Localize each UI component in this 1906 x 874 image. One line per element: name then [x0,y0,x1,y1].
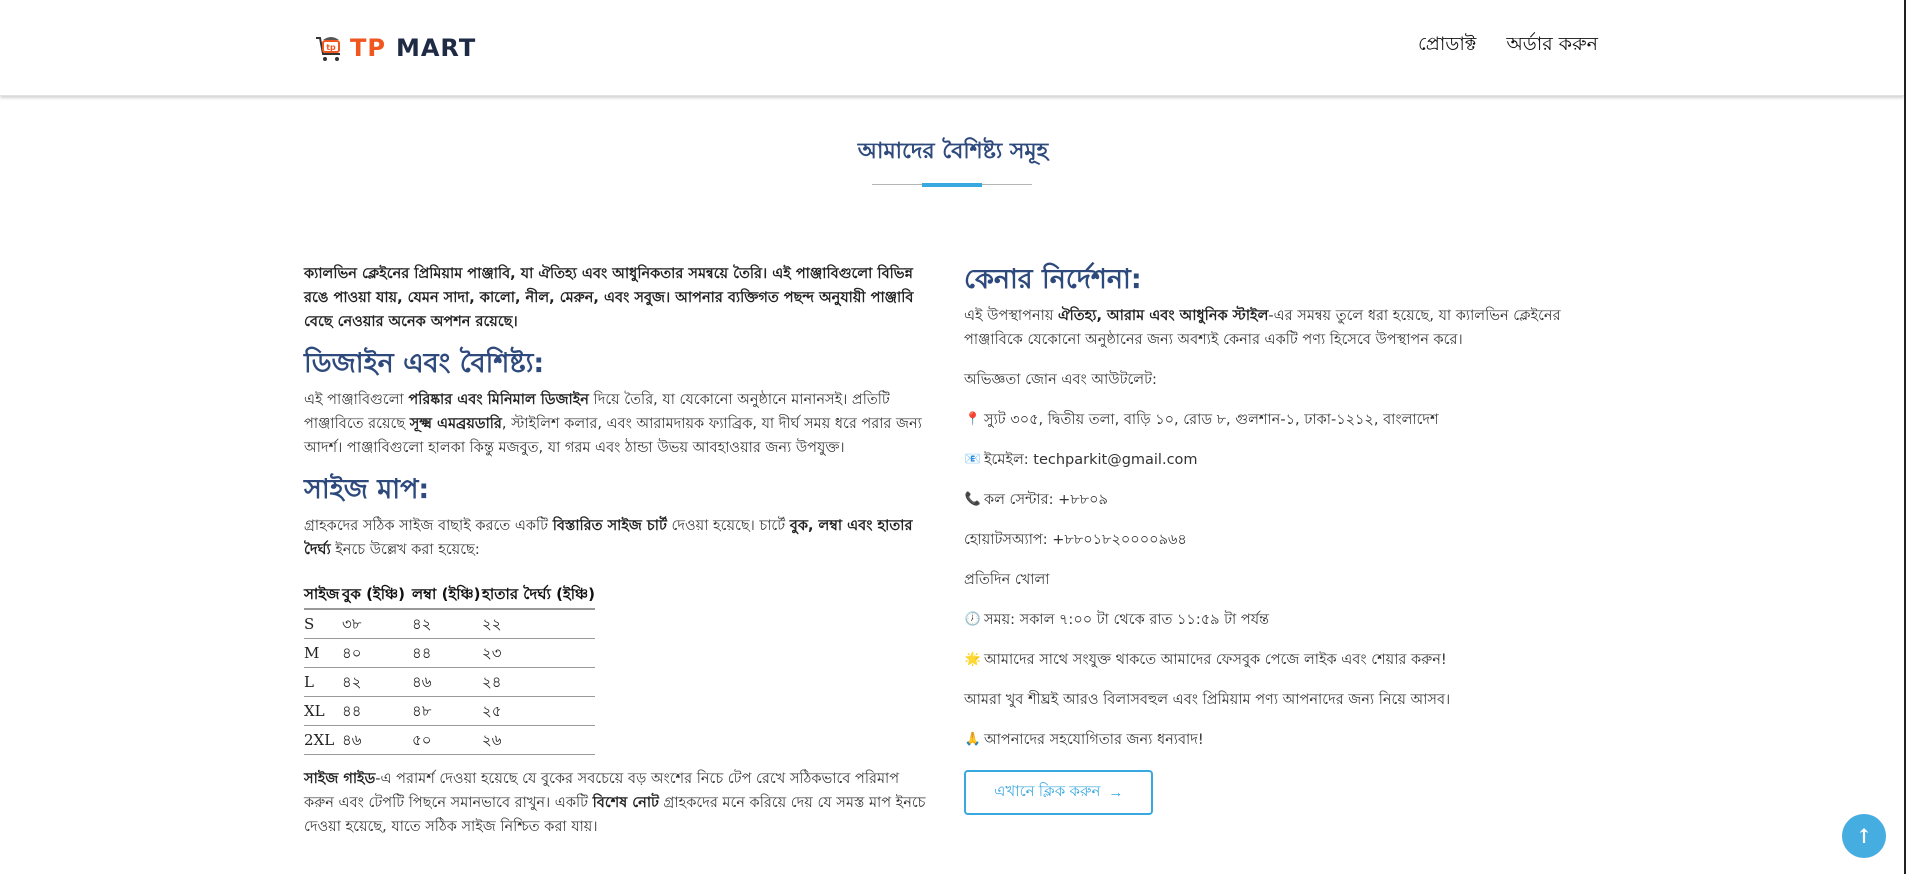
logo-text-mart: MART [395,34,477,62]
size-paragraph: গ্রাহকদের সঠিক সাইজ বাছাই করতে একটি বিস্তারিত সাইজ চার্ট দেওয়া হয়েছে। চার্টে বুক, লম্বা এবং হাতার দৈর্ঘ্য ইনচে উল্লেখ করা হয়েছে: [304,518,913,558]
cell-chest: ৪০ [342,639,412,668]
scroll-to-top-button[interactable] [1842,814,1886,858]
logo-text-tp: TP [350,34,386,62]
table-row [304,639,595,668]
intro-paragraph: ক্যালভিন ক্লেইনের প্রিমিয়াম পাঞ্জাবি, যা ঐতিহ্য এবং আধুনিকতার সমন্বয়ে তৈরি। এই পাঞ্জাবিগুলো বিভিন্ন রঙে পাওয়া যায়, যেমন সাদা, কালো, নীল, মেরুন, এবং সবুজ। আপনার ব্যক্তিগত পছন্দ অনুযায়ী পাঞ্জাবি বেছে নেওয়ার অনেক অপশন রয়েছে। [304,266,914,330]
left-column [304,262,932,845]
nav-link-order[interactable]: অর্ডার করুন [1506,33,1598,55]
svg-text:tp: tp [326,43,336,52]
title-accent-bar [922,183,982,187]
arrow-up-icon: ↑ [1855,824,1873,848]
cell-size: S [304,609,342,639]
cell-length: ৫০ [412,726,482,755]
col-header-length: লম্বা (ইঞ্চি) [412,580,482,609]
cell-chest: ৪৪ [342,697,412,726]
hours-text: সময়: সকাল ৭:০০ টা থেকে রাত ১১:৫৯ টা পর্যন্ত [984,612,1270,628]
shopping-cart-icon [314,32,346,64]
facebook-line [964,648,1584,672]
cell-chest: ৪২ [342,668,412,697]
cell-sleeve: ২২ [482,609,595,639]
whatsapp-line: হোয়াটসঅ্যাপ: +৮৮০১৮২০০০০৯৬৪ [964,532,1187,548]
size-guide-paragraph: সাইজ গাইড-এ পরামর্শ দেওয়া হয়েছে যে বুকের সবচেয়ে বড় অংশের নিচে টেপ রেখে সঠিকভাবে পরিমাপ করুন এবং টেপটি পিছনে সমানভাবে রাখুন। একটি বিশেষ নোট গ্রাহকদের মনে করিয়ে দেয় যে সমস্ত মাপ ইনচে দেওয়া হয়েছে, যাতে সঠিক সাইজ নিশ্চিত করা যায়। [304,771,926,835]
table-row [304,726,595,755]
cell-length: ৪২ [412,609,482,639]
email-icon: 📧 [964,452,982,467]
cell-length: ৪৮ [412,697,482,726]
outlet-label: অভিজ্ঞতা জোন এবং আউটলেট: [964,372,1157,388]
cell-length: ৪৬ [412,668,482,697]
arrow-right-icon: → [1108,784,1124,801]
table-row [304,609,595,639]
click-here-button[interactable] [964,770,1153,815]
email-text[interactable]: ইমেইল: techparkit@gmail.com [984,452,1198,468]
cell-sleeve: ২৩ [482,639,595,668]
thanks-line [964,728,1584,752]
call-center-text: কল সেন্টার: +৮৮০৯ [984,492,1108,508]
nav-links [1418,30,1598,62]
cell-length: ৪৪ [412,639,482,668]
design-heading: ডিজাইন এবং বৈশিষ্ট্য: [304,348,545,379]
address-line [964,408,1584,432]
cell-size: L [304,668,342,697]
design-paragraph: এই পাঞ্জাবিগুলো পরিষ্কার এবং মিনিমাল ডিজাইন দিয়ে তৈরি, যা যেকোনো অনুষ্ঠানে মানানসই। প্রতিটি পাঞ্জাবিতে রয়েছে সূক্ষ্ম এমব্রয়ডারি, স্টাইলিশ কলার, এবং আরামদায়ক ফ্যাব্রিক, যা দীর্ঘ সময় ধরে পরার জন্য আদর্শ। পাঞ্জাবিগুলো হালকা কিন্তু মজবুত, যা গরম এবং ঠান্ডা উভয় আবহাওয়ার জন্য উপযুক্ত। [304,392,922,456]
section-title: আমাদের বৈশিষ্ট্য সমূহ [857,139,1049,164]
call-center-line [964,488,1584,512]
clock-icon: 🕖 [964,612,982,627]
section-header [0,134,1906,171]
praying-hands-icon: 🙏 [964,732,982,747]
cell-chest: ৪৬ [342,726,412,755]
col-header-chest: বুক (ইঞ্চি) [342,580,412,609]
click-here-label: এখানে ক্লিক করুন [994,783,1101,800]
size-chart-table [304,580,595,755]
facebook-text: আমাদের সাথে সংযুক্ত থাকতে আমাদের ফেসবুক পেজে লাইক এবং শেয়ার করুন! [984,652,1447,668]
table-header-row [304,580,595,609]
address-text: স্যুট ৩০৫, দ্বিতীয় তলা, বাড়ি ১০, রোড ৮, গুলশান-১, ঢাকা-১২১২, বাংলাদেশ [984,412,1439,428]
open-daily-line: প্রতিদিন খোলা [964,572,1050,588]
cell-sleeve: ২৫ [482,697,595,726]
phone-icon: 📞 [964,492,982,507]
table-row [304,668,595,697]
brand-logo[interactable] [314,30,476,66]
cell-sleeve: ২৬ [482,726,595,755]
cell-size: XL [304,697,342,726]
thanks-text: আপনাদের সহযোগিতার জন্য ধন্যবাদ! [984,732,1204,748]
cell-size: M [304,639,342,668]
top-navbar [0,0,1904,96]
star-icon: 🌟 [964,652,982,667]
hours-line [964,608,1584,632]
size-heading: সাইজ মাপ: [304,474,430,505]
coming-soon-line: আমরা খুব শীঘ্রই আরও বিলাসবহুল এবং প্রিমিয়াম পণ্য আপনাদের জন্য নিয়ে আসব। [964,692,1451,708]
nav-link-products[interactable]: প্রোডাক্ট [1417,33,1477,55]
right-column [964,262,1584,815]
cell-chest: ৩৮ [342,609,412,639]
pin-icon: 📍 [964,412,982,427]
purchase-guide-heading: কেনার নির্দেশনা: [964,264,1142,295]
email-line [964,448,1584,472]
col-header-sleeve: হাতার দৈর্ঘ্য (ইঞ্চি) [482,580,595,609]
table-row [304,697,595,726]
cell-sleeve: ২৪ [482,668,595,697]
cell-size: 2XL [304,726,342,755]
purchase-guide-paragraph: এই উপস্থাপনায় ঐতিহ্য, আরাম এবং আধুনিক স্টাইল-এর সমন্বয় তুলে ধরা হয়েছে, যা ক্যালভিন ক্লেইনের পাঞ্জাবিকে যেকোনো অনুষ্ঠানের জন্য অবশ্যই কেনার একটি পণ্য হিসেবে উপস্থাপন করে। [964,308,1561,348]
col-header-size: সাইজ [304,580,342,609]
